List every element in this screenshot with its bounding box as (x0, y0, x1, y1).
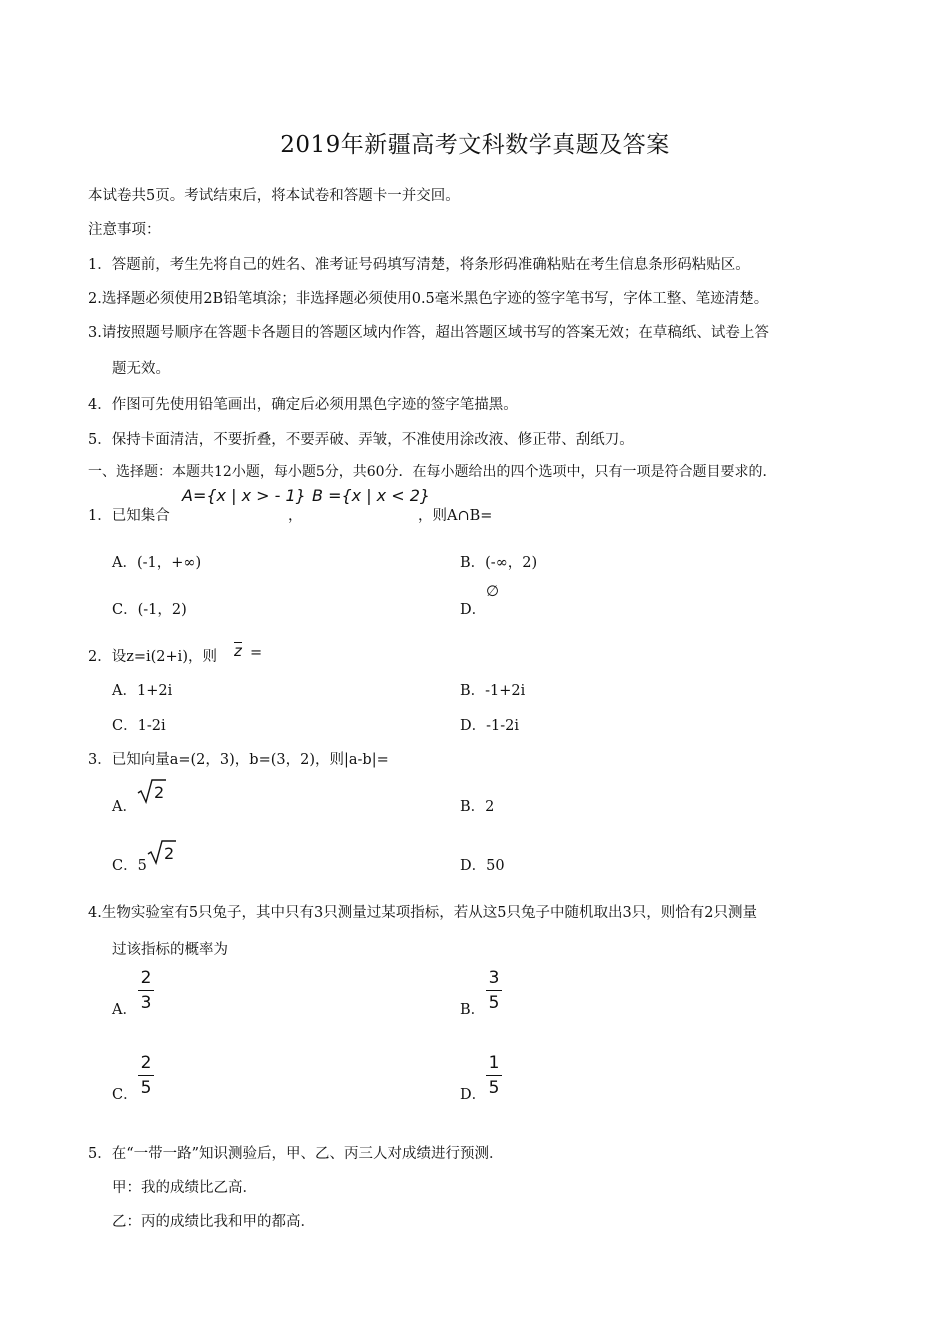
q5-stem: 5．在“一带一路”知识测验后，甲、乙、丙三人对成绩进行预测． (88, 1146, 504, 1162)
q4-option-c-label: C． (112, 1087, 138, 1103)
q1-set-b: B ={x | x < 2} (312, 486, 431, 505)
q3-sqrt-radicand-c: 2 (164, 844, 175, 863)
page-title: 2019年新疆高考文科数学真题及答案 (280, 132, 670, 158)
notice-heading: 注意事项： (88, 222, 161, 238)
q4-stem-line2: 过该指标的概率为 (112, 942, 228, 958)
q4-option-a-numerator: 2 (140, 968, 152, 988)
q3-sqrt-radicand-a: 2 (154, 783, 165, 802)
fraction-bar (486, 1075, 502, 1076)
q4-option-b-label: B． (460, 1002, 486, 1018)
q2-option-b: B．-1+2i (460, 683, 526, 699)
q4-option-d-fraction (486, 1053, 502, 1098)
notice-4: 4．作图可先使用铅笔画出，确定后必须用黑色字迹的签字笔描黑。 (88, 397, 518, 413)
q1-option-c: C．(-1，2) (112, 602, 187, 618)
q4-option-c-fraction (138, 1053, 154, 1098)
q4-option-a-label: A． (112, 1002, 137, 1018)
q5-yi-statement: 乙：丙的成绩比我和甲的都高． (112, 1214, 315, 1230)
q1-stem-suffix: ，则A∩B= (418, 508, 493, 524)
q4-option-d-denominator: 5 (488, 1078, 500, 1098)
q4-option-a-fraction (138, 968, 154, 1013)
q3-sqrt-symbol-a (136, 778, 166, 804)
q3-option-a: A． (112, 799, 137, 815)
q4-option-d-numerator: 1 (488, 1053, 500, 1073)
q3-option-d: D．50 (460, 858, 505, 874)
notice-1: 1．答题前，考生先将自己的姓名、准考证号码填写清楚，将条形码准确粘贴在考生信息条形码粘贴区。 (88, 257, 750, 273)
q2-stem-suffix: = (250, 645, 263, 661)
q3-stem: 3．已知向量a=(2，3)，b=(3，2)，则|a-b|= (88, 752, 389, 768)
q4-option-a-denominator: 3 (140, 993, 152, 1013)
q2-option-d: D．-1-2i (460, 718, 520, 734)
q4-stem-line1: 4.生物实验室有5只兔子，其中只有3只测量过某项指标，若从这5只兔子中随机取出3只，则恰有2只测量 (88, 905, 757, 921)
q3-option-b: B．2 (460, 799, 495, 815)
q4-option-b-denominator: 5 (488, 993, 500, 1013)
q2-stem-prefix: 2．设z=i(2+i)，则 (88, 649, 217, 665)
q2-z-bar: z (234, 642, 242, 660)
q4-option-d-label: D． (460, 1087, 487, 1103)
q5-jia-statement: 甲：我的成绩比乙高． (112, 1180, 257, 1196)
q4-option-b-fraction (486, 968, 502, 1013)
fraction-bar (486, 990, 502, 991)
section-heading: 一、选择题：本题共12小题，每小题5分，共60分．在每小题给出的四个选项中，只有一项是符合题目要求的． (88, 464, 777, 480)
notice-5: 5．保持卡面清洁，不要折叠，不要弄破、弄皱，不准使用涂改液、修正带、刮纸刀。 (88, 432, 634, 448)
q3-option-c: C．5 (112, 858, 147, 874)
q1-option-b: B．(-∞，2) (460, 555, 538, 571)
q3-sqrt-symbol-c (146, 839, 176, 865)
notice-3: 3.请按照题号顺序在答题卡各题目的答题区域内作答，超出答题区域书写的答案无效；在草稿纸、试卷上答 (88, 325, 769, 341)
q4-option-c-numerator: 2 (140, 1053, 152, 1073)
q1-set-a: A={x | x > - 1} (182, 486, 306, 505)
q2-option-a: A．1+2i (112, 683, 173, 699)
empty-set-symbol: ∅ (486, 582, 500, 600)
q1-stem-prefix: 1．已知集合 (88, 508, 170, 524)
q1-option-d: D． (460, 602, 487, 618)
fraction-bar (138, 990, 154, 991)
notice-2: 2.选择题必须使用2B铅笔填涂；非选择题必须使用0.5毫米黑色字迹的签字笔书写，字体工整、笔迹清楚。 (88, 291, 769, 307)
q1-option-a: A．(-1，+∞) (112, 555, 202, 571)
q1-comma: ， (288, 508, 303, 524)
q4-option-c-denominator: 5 (140, 1078, 152, 1098)
q2-option-c: C．1-2i (112, 718, 166, 734)
intro-text: 本试卷共5页。考试结束后，将本试卷和答题卡一并交回。 (88, 188, 460, 204)
fraction-bar (138, 1075, 154, 1076)
notice-3-continued: 题无效。 (112, 361, 170, 377)
q4-option-b-numerator: 3 (488, 968, 500, 988)
